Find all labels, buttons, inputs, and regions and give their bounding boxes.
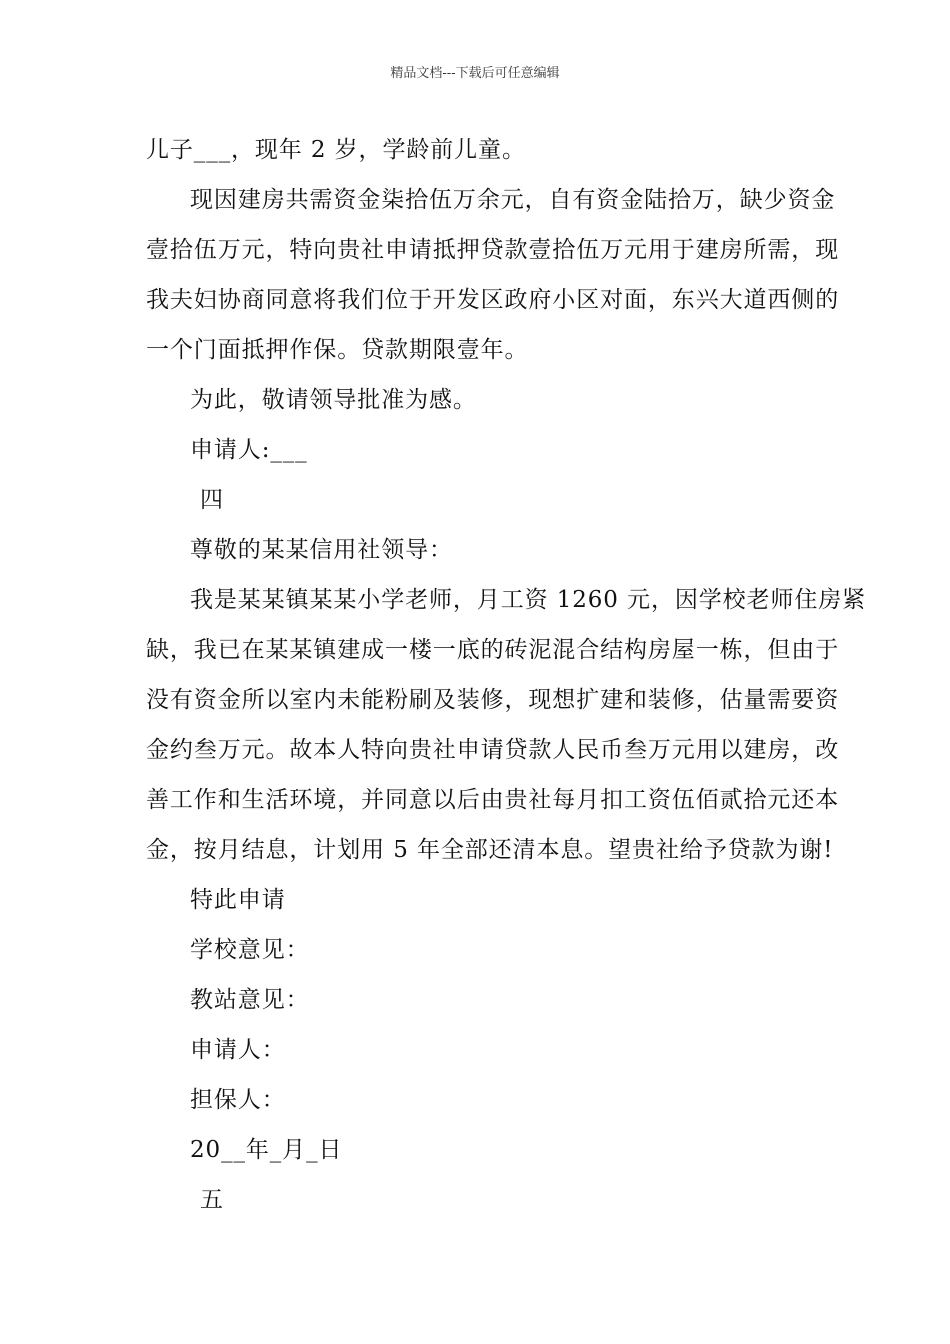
paragraph-line: 一个门面抵押作保。贷款期限壹年。 (146, 337, 529, 363)
section-number-heading: 四 (200, 487, 224, 513)
section-number-heading: 五 (200, 1187, 224, 1213)
paragraph-line: 我是某某镇某某小学老师，月工资 1260 元，因学校老师住房紧 (190, 587, 867, 613)
paragraph-line: 儿子___，现年 2 岁，学龄前儿童。 (146, 137, 526, 163)
paragraph-line: 没有资金所以室内未能粉刷及装修，现想扩建和装修，估量需要资 (146, 687, 840, 713)
salutation: 尊敬的某某信用社领导： (190, 537, 453, 563)
applicant-field: 申请人： (190, 1037, 286, 1063)
date-line: 20__年_月_日 (190, 1137, 343, 1163)
paragraph-line: 壹拾伍万元，特向贵社申请抵押贷款壹拾伍万元用于建房所需，现 (146, 237, 840, 263)
paragraph-line: 善工作和生活环境，并同意以后由贵社每月扣工资伍佰贰拾元还本 (146, 787, 840, 813)
paragraph-line: 金，按月结息，计划用 5 年全部还清本息。望贵社给予贷款为谢! (146, 837, 834, 863)
paragraph-line: 为此，敬请领导批准为感。 (190, 387, 477, 413)
school-opinion-field: 学校意见： (190, 937, 310, 963)
applicant-signature-line: 申请人:___ (190, 437, 308, 463)
guarantor-field: 担保人： (190, 1087, 286, 1113)
closing-line: 特此申请 (190, 887, 286, 913)
paragraph-line: 缺，我已在某某镇建成一楼一底的砖泥混合结构房屋一栋，但由于 (146, 637, 840, 663)
page-header: 精品文档---下载后可任意编辑 (390, 66, 560, 81)
paragraph-line: 金约叁万元。故本人特向贵社申请贷款人民币叁万元用以建房，改 (146, 737, 840, 763)
education-station-opinion-field: 教站意见： (190, 987, 310, 1013)
paragraph-line: 现因建房共需资金柒拾伍万余元，自有资金陆拾万，缺少资金 (190, 187, 836, 213)
paragraph-line: 我夫妇协商同意将我们位于开发区政府小区对面，东兴大道西侧的 (146, 287, 840, 313)
